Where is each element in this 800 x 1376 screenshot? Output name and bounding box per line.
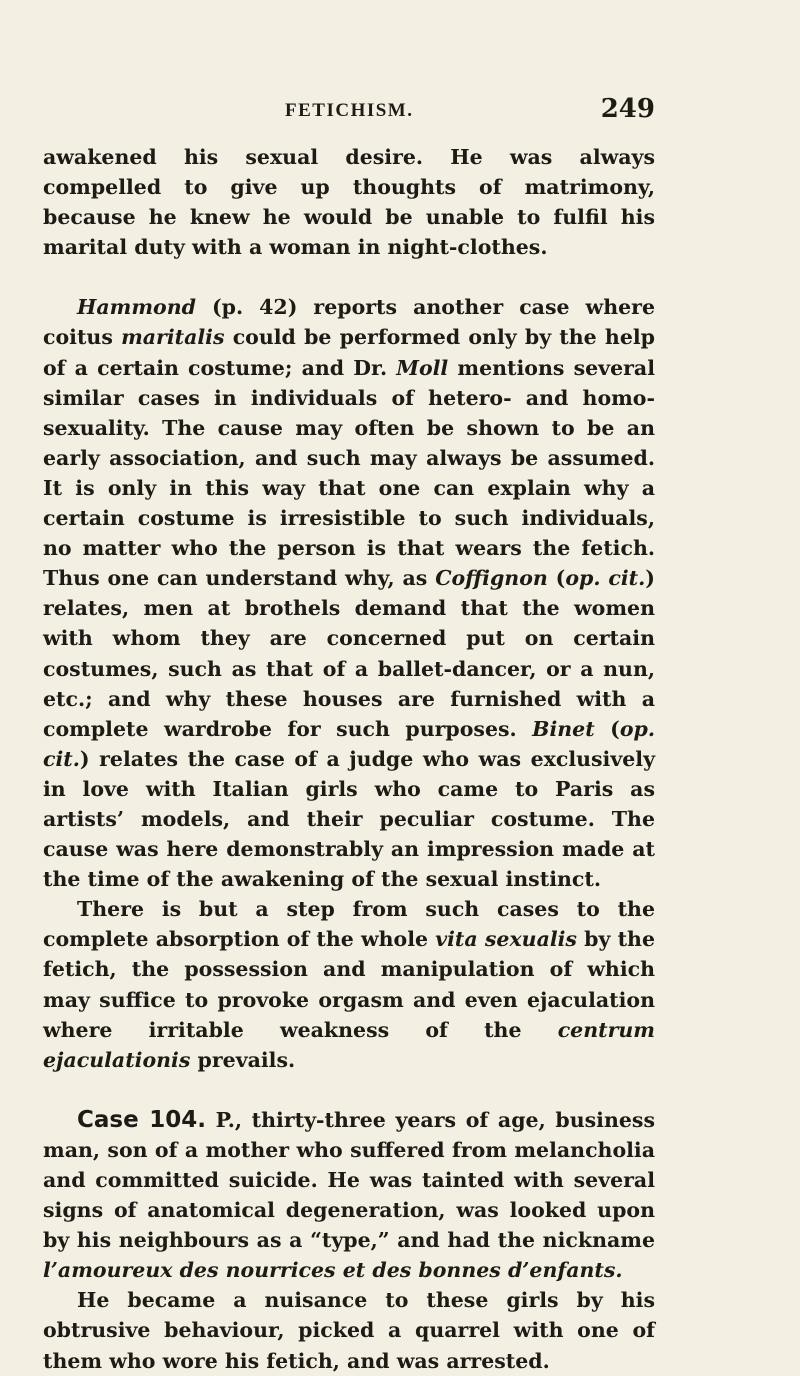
citation: op. cit. [565, 566, 646, 591]
author-name: Coffignon [435, 566, 548, 591]
latin-term: centrum ejaculationis [43, 1017, 655, 1072]
author-name: Hammond [77, 295, 196, 320]
text-span: ( [547, 566, 566, 591]
paragraph-nuisance: He became a nuisance to these girls by his obtrusive behaviour, picked a quarrel with one of them who wore his fetich, and was arrested. [43, 1288, 655, 1373]
latin-term: vita sexualis [435, 927, 577, 952]
text-span: mentions several similar cases in individuals of hetero- and homo-sexuality. The cause may often be shown to be an early association, and such may always be assumed. It is only in this way that one can explain why a certain costume is irresistible to such individuals, no matter who the person is that wears the fetich. Thus one can understand why, as [43, 355, 655, 591]
french-nickname: l’amoureux des nourrices et des bonnes d’enfants. [43, 1258, 623, 1283]
author-name: Binet [532, 716, 595, 741]
paragraph-absorption [43, 894, 655, 1075]
running-title: FETICHISM. [285, 100, 414, 121]
page-body [43, 142, 655, 1376]
text-span: P., thirty-three years of age, business man, son of a mother who suffered from melancholia and committed suicide. He was tainted with several signs of anatomical degeneration, was looked upon by his neighbours as a “type,” and had the nickname [43, 1107, 655, 1253]
text-span: There is but a step from such cases to the complete absorption of the whole [43, 897, 655, 952]
latin-term: maritalis [121, 325, 225, 350]
running-header [285, 94, 655, 130]
text-span: ) relates the case of a judge who was exclusively in love with Italian girls who came to Paris as artists’ models, and their peculiar costume. The cause was here demonstrably an impression made at the time of the awakening of the sexual instinct. [43, 746, 655, 892]
text-span: by the fetich, the possession and manipulation of which may suffice to provoke orgasm and even ejaculation where irritable weakness of the [43, 927, 655, 1042]
text-span: prevails. [190, 1047, 296, 1072]
citation: op. cit. [43, 716, 655, 771]
author-name: Moll [396, 355, 449, 380]
paragraph-hammond [43, 292, 655, 894]
text-span: could be performed only by the help of a certain costume; and Dr. [43, 325, 655, 380]
page-number: 249 [600, 94, 655, 124]
text-span: ) relates, men at brothels demand that the women with whom they are concerned put on certain costumes, such as that of a ballet-dancer, or a nun, etc.; and why these houses are furnished with a complete wardrobe for such purposes. [43, 566, 655, 741]
text-span: (p. 42) reports another case where coitus [43, 295, 655, 350]
paragraph-continuation: awakened his sexual desire. He was always compelled to give up thoughts of matrimony, because he knew he would be unable to fulfil his marital duty with a woman in night-clothes. [43, 145, 655, 260]
paragraph-case-104 [43, 1105, 655, 1286]
text-span: ( [594, 716, 620, 741]
case-heading: Case 104. [77, 1106, 206, 1133]
